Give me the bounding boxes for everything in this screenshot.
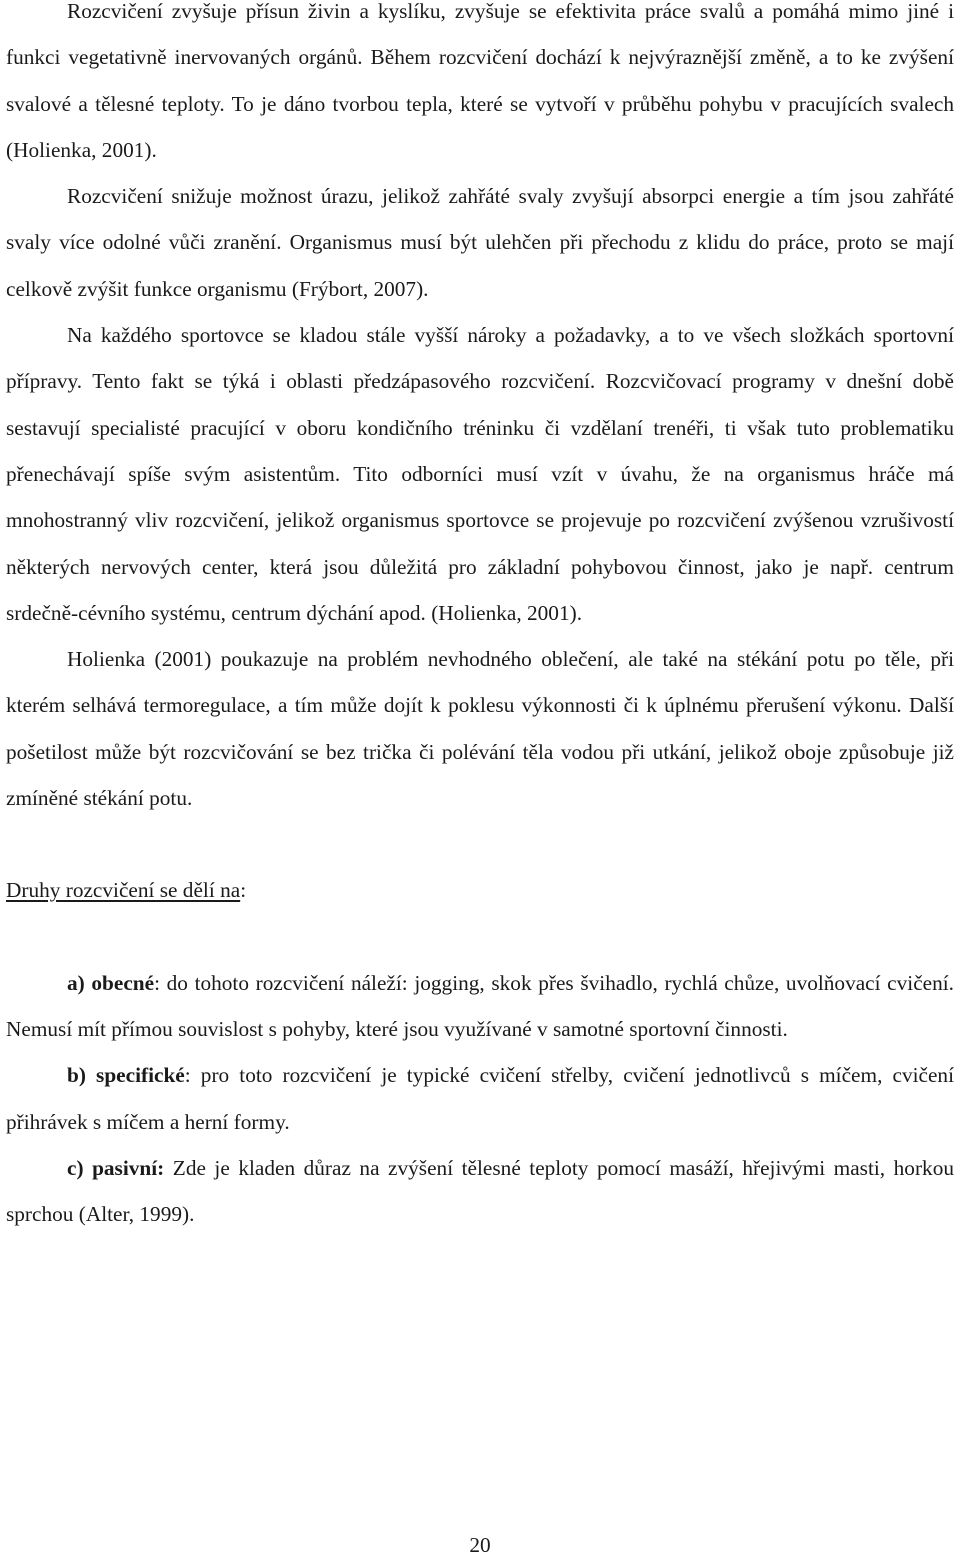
list-item-specific xyxy=(6,1052,954,1145)
paragraph-athlete-demands: Na každého sportovce se kladou stále vyšší nároky a požadavky, a to ve všech složkách sportovní přípravy. Tento fakt se týká i oblasti předzápasového rozcvičení. Rozcvičovací programy v dnešní době sestavují specialisté pracující v oboru kondičního tréninku či vzdělaní trenéři, ti však tuto problematiku přenechávají spíše svým asistentům. Tito odborníci musí vzít v úvahu, že na organismus hráče má mnohostranný vliv rozcvičení, jelikož organismus sportovce se projevuje po rozcvičení zvýšenou vzrušivostí některých nervových center, která jsou důležitá pro základní pohybovou činnost, jako je např. centrum srdečně-cévního systému, centrum dýchání apod. (Holienka, 2001). xyxy=(6,323,954,625)
paragraph-injury-prevention: Rozcvičení snižuje možnost úrazu, jelikož zahřáté svaly zvyšují absorpci energie a tím jsou zahřáté svaly více odolné vůči zranění. Organismus musí být ulehčen při přechodu z klidu do práce, proto se mají celkově zvýšit funkce organismu (Frýbort, 2007). xyxy=(6,184,954,301)
list-item-label: b) specifické xyxy=(67,1063,185,1088)
paragraph-warmup-benefits: Rozcvičení zvyšuje přísun živin a kyslíku, zvyšuje se efektivita práce svalů a pomáhá mimo jiné i funkci vegetativně inervovaných orgánů. Během rozcvičení dochází k nejvýraznější změně, a to ke zvýšení svalové a tělesné teploty. To je dáno tvorbou tepla, které se vytvoří v průběhu pohybu v pracujících svalech (Holienka, 2001). xyxy=(6,0,954,162)
list-item-passive xyxy=(6,1145,954,1238)
list-item-general xyxy=(6,960,954,1053)
paragraph-clothing-problem: Holienka (2001) poukazuje na problém nevhodného oblečení, ale také na stékání potu po těle, při kterém selhává termoregulace, a tím může dojít k poklesu výkonnosti či k úplnému přerušení výkonu. Další pošetilost může být rozcvičování se bez trička či polévání těla vodou při utkání, jelikož oboje způsobuje již zmíněné stékání potu. xyxy=(6,647,954,811)
list-item-label: a) obecné xyxy=(67,970,155,995)
list-item-text: pro toto rozcvičení je typické cvičení střelby, cvičení jednotlivců s míčem, cvičení přihrávek s míčem a herní formy. xyxy=(6,1063,954,1134)
list-item-text: do tohoto rozcvičení náleží: jogging, skok přes švihadlo, rychlá chůze, uvolňovací cvičení. Nemusí mít přímou souvislost s pohyby, které jsou využívané v samotné sportovní činnosti. xyxy=(6,970,954,1041)
page-number: 20 xyxy=(469,1533,491,1557)
list-item-separator: : xyxy=(154,970,160,995)
list-item-label: c) pasivní: xyxy=(67,1155,165,1180)
section-heading-colon: : xyxy=(240,878,247,903)
section-heading-text: Druhy rozcvičení se dělí na xyxy=(6,878,241,903)
list-item-text: Zde je kladen důraz na zvýšení tělesné teploty pomocí masáží, hřejivými masti, horkou sprchou (Alter, 1999). xyxy=(6,1155,954,1227)
list-item-separator: : xyxy=(184,1063,191,1088)
section-heading xyxy=(6,867,954,913)
